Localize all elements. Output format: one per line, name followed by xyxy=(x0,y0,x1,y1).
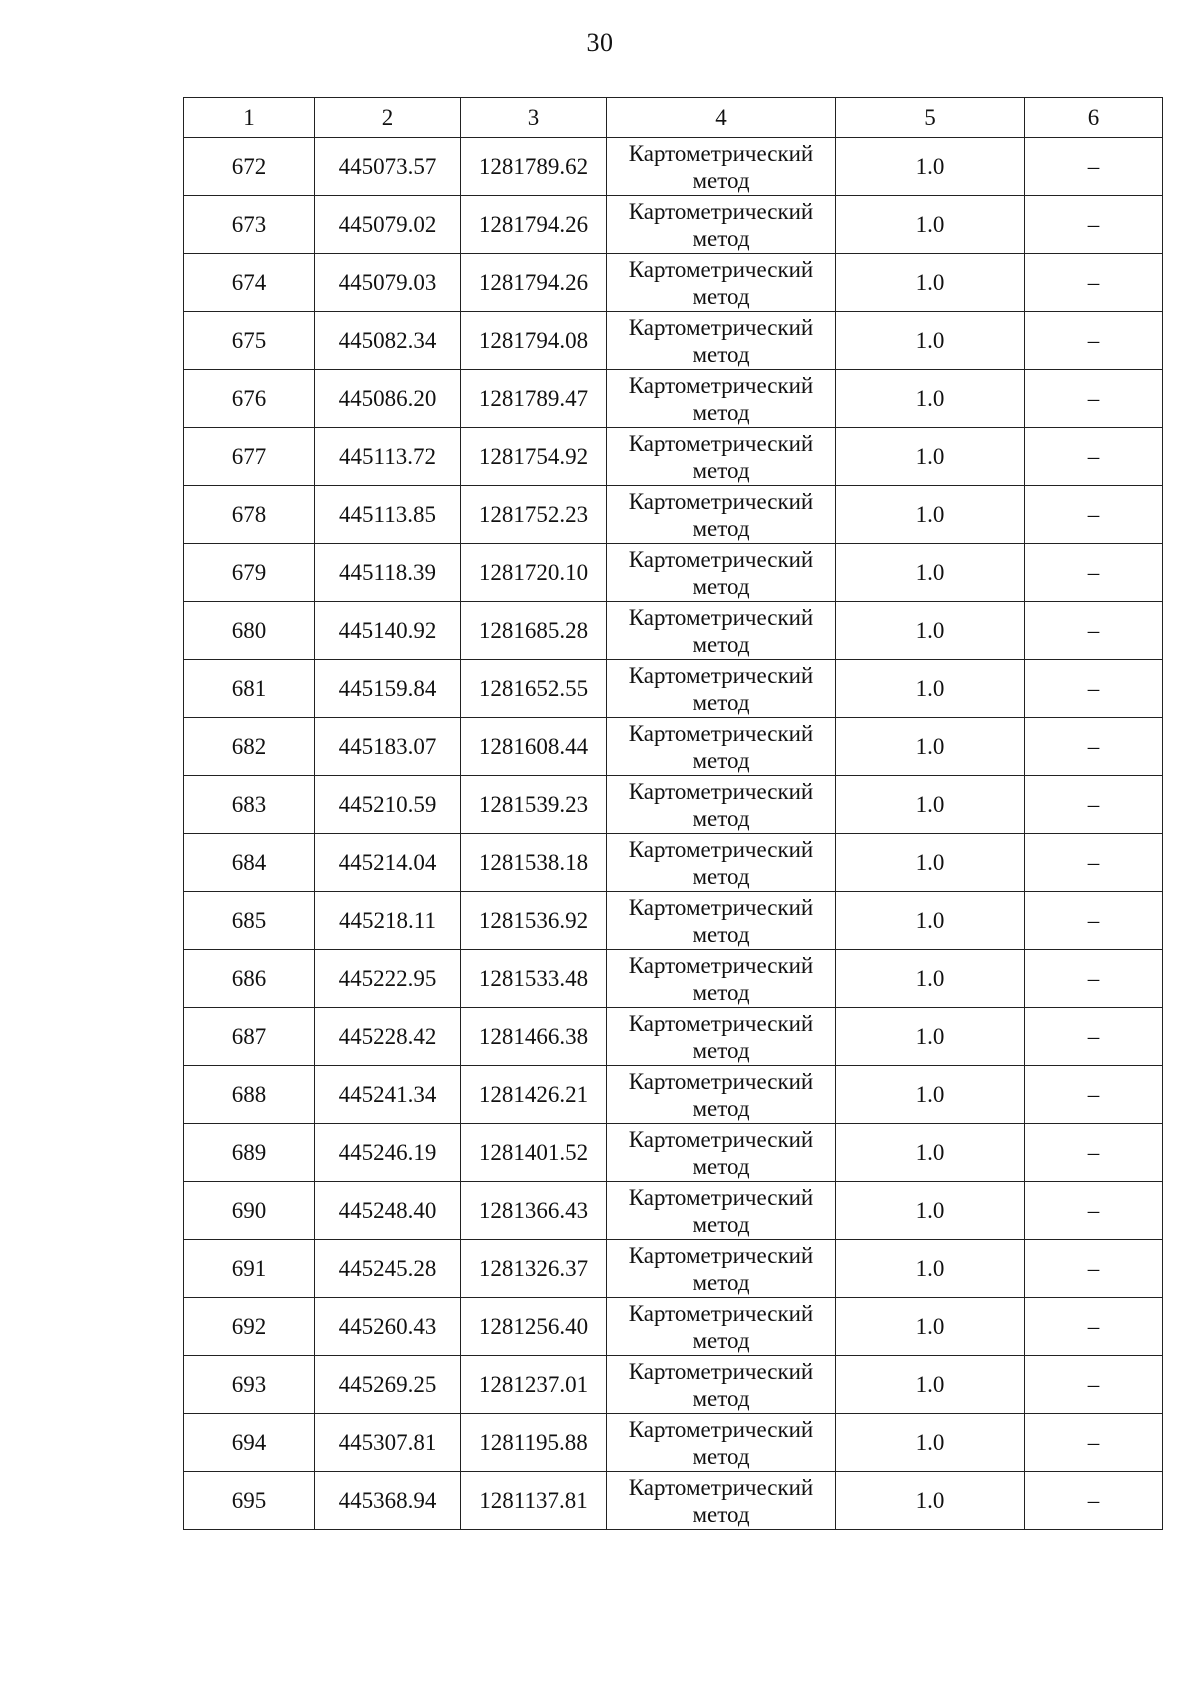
table-row xyxy=(184,1472,1163,1530)
method-line-1: Картометрический xyxy=(628,1300,814,1326)
accuracy-cell: 1.0 xyxy=(836,1124,1025,1182)
accuracy-cell: 1.0 xyxy=(836,428,1025,486)
accuracy-cell: 1.0 xyxy=(836,950,1025,1008)
note-cell: – xyxy=(1025,254,1163,312)
method-line-1: Картометрический xyxy=(628,720,814,746)
method-line-1: Картометрический xyxy=(628,488,814,514)
accuracy-cell: 1.0 xyxy=(836,254,1025,312)
x-coordinate-cell: 445246.19 xyxy=(315,1124,461,1182)
table-row xyxy=(184,1124,1163,1182)
method-cell xyxy=(607,1124,836,1182)
accuracy-cell: 1.0 xyxy=(836,1472,1025,1530)
accuracy-cell: 1.0 xyxy=(836,776,1025,834)
note-cell: – xyxy=(1025,1414,1163,1472)
y-coordinate-cell: 1281195.88 xyxy=(461,1414,607,1472)
accuracy-cell: 1.0 xyxy=(836,486,1025,544)
point-number-cell: 679 xyxy=(184,544,315,602)
method-line-1: Картометрический xyxy=(628,836,814,862)
table-row xyxy=(184,950,1163,1008)
point-number-cell: 685 xyxy=(184,892,315,950)
point-number-cell: 674 xyxy=(184,254,315,312)
method-cell xyxy=(607,892,836,950)
x-coordinate-cell: 445241.34 xyxy=(315,1066,461,1124)
note-cell: – xyxy=(1025,312,1163,370)
point-number-cell: 676 xyxy=(184,370,315,428)
x-coordinate-cell: 445214.04 xyxy=(315,834,461,892)
point-number-cell: 686 xyxy=(184,950,315,1008)
table-row xyxy=(184,370,1163,428)
note-cell: – xyxy=(1025,1240,1163,1298)
accuracy-cell: 1.0 xyxy=(836,544,1025,602)
x-coordinate-cell: 445245.28 xyxy=(315,1240,461,1298)
method-line-2: метод xyxy=(692,225,750,251)
method-line-2: метод xyxy=(692,1211,750,1237)
accuracy-cell: 1.0 xyxy=(836,196,1025,254)
y-coordinate-cell: 1281137.81 xyxy=(461,1472,607,1530)
method-line-2: метод xyxy=(692,747,750,773)
point-number-cell: 692 xyxy=(184,1298,315,1356)
note-cell: – xyxy=(1025,718,1163,776)
method-line-2: метод xyxy=(692,341,750,367)
note-cell: – xyxy=(1025,1182,1163,1240)
note-cell: – xyxy=(1025,138,1163,196)
table-row xyxy=(184,1414,1163,1472)
table-body xyxy=(184,98,1163,1530)
method-cell xyxy=(607,138,836,196)
point-number-cell: 695 xyxy=(184,1472,315,1530)
point-number-cell: 681 xyxy=(184,660,315,718)
point-number-cell: 694 xyxy=(184,1414,315,1472)
method-cell xyxy=(607,834,836,892)
y-coordinate-cell: 1281794.26 xyxy=(461,196,607,254)
y-coordinate-cell: 1281539.23 xyxy=(461,776,607,834)
method-line-1: Картометрический xyxy=(628,952,814,978)
accuracy-cell: 1.0 xyxy=(836,1414,1025,1472)
method-line-2: метод xyxy=(692,689,750,715)
x-coordinate-cell: 445218.11 xyxy=(315,892,461,950)
note-cell: – xyxy=(1025,950,1163,1008)
method-cell xyxy=(607,370,836,428)
point-number-cell: 684 xyxy=(184,834,315,892)
method-line-1: Картометрический xyxy=(628,1184,814,1210)
y-coordinate-cell: 1281608.44 xyxy=(461,718,607,776)
y-coordinate-cell: 1281533.48 xyxy=(461,950,607,1008)
x-coordinate-cell: 445082.34 xyxy=(315,312,461,370)
x-coordinate-cell: 445183.07 xyxy=(315,718,461,776)
table-header-row xyxy=(184,98,1163,138)
method-cell xyxy=(607,1240,836,1298)
method-line-2: метод xyxy=(692,283,750,309)
note-cell: – xyxy=(1025,1298,1163,1356)
accuracy-cell: 1.0 xyxy=(836,1356,1025,1414)
y-coordinate-cell: 1281789.47 xyxy=(461,370,607,428)
x-coordinate-cell: 445368.94 xyxy=(315,1472,461,1530)
method-line-2: метод xyxy=(692,1443,750,1469)
y-coordinate-cell: 1281401.52 xyxy=(461,1124,607,1182)
accuracy-cell: 1.0 xyxy=(836,1240,1025,1298)
y-coordinate-cell: 1281685.28 xyxy=(461,602,607,660)
x-coordinate-cell: 445079.03 xyxy=(315,254,461,312)
x-coordinate-cell: 445222.95 xyxy=(315,950,461,1008)
method-line-2: метод xyxy=(692,573,750,599)
table-row xyxy=(184,1182,1163,1240)
method-line-2: метод xyxy=(692,979,750,1005)
table-row xyxy=(184,1008,1163,1066)
method-line-1: Картометрический xyxy=(628,1068,814,1094)
point-number-cell: 687 xyxy=(184,1008,315,1066)
method-line-2: метод xyxy=(692,399,750,425)
x-coordinate-cell: 445248.40 xyxy=(315,1182,461,1240)
y-coordinate-cell: 1281237.01 xyxy=(461,1356,607,1414)
point-number-cell: 683 xyxy=(184,776,315,834)
note-cell: – xyxy=(1025,892,1163,950)
column-header: 2 xyxy=(315,98,461,138)
table-row xyxy=(184,486,1163,544)
y-coordinate-cell: 1281466.38 xyxy=(461,1008,607,1066)
note-cell: – xyxy=(1025,486,1163,544)
method-line-1: Картометрический xyxy=(628,314,814,340)
table-row xyxy=(184,718,1163,776)
method-line-1: Картометрический xyxy=(628,1358,814,1384)
table-row xyxy=(184,834,1163,892)
method-cell xyxy=(607,1066,836,1124)
table-row xyxy=(184,660,1163,718)
accuracy-cell: 1.0 xyxy=(836,312,1025,370)
point-number-cell: 690 xyxy=(184,1182,315,1240)
method-line-2: метод xyxy=(692,1153,750,1179)
accuracy-cell: 1.0 xyxy=(836,834,1025,892)
method-line-1: Картометрический xyxy=(628,1474,814,1500)
note-cell: – xyxy=(1025,834,1163,892)
method-line-1: Картометрический xyxy=(628,256,814,282)
point-number-cell: 672 xyxy=(184,138,315,196)
y-coordinate-cell: 1281794.08 xyxy=(461,312,607,370)
point-number-cell: 688 xyxy=(184,1066,315,1124)
y-coordinate-cell: 1281326.37 xyxy=(461,1240,607,1298)
table-row xyxy=(184,776,1163,834)
accuracy-cell: 1.0 xyxy=(836,1008,1025,1066)
y-coordinate-cell: 1281536.92 xyxy=(461,892,607,950)
x-coordinate-cell: 445260.43 xyxy=(315,1298,461,1356)
method-cell xyxy=(607,196,836,254)
note-cell: – xyxy=(1025,428,1163,486)
method-line-2: метод xyxy=(692,167,750,193)
method-line-1: Картометрический xyxy=(628,662,814,688)
method-line-1: Картометрический xyxy=(628,430,814,456)
method-cell xyxy=(607,254,836,312)
method-line-1: Картометрический xyxy=(628,1242,814,1268)
x-coordinate-cell: 445079.02 xyxy=(315,196,461,254)
y-coordinate-cell: 1281652.55 xyxy=(461,660,607,718)
method-line-2: метод xyxy=(692,805,750,831)
note-cell: – xyxy=(1025,1356,1163,1414)
column-header: 1 xyxy=(184,98,315,138)
method-cell xyxy=(607,1008,836,1066)
note-cell: – xyxy=(1025,602,1163,660)
point-number-cell: 675 xyxy=(184,312,315,370)
point-number-cell: 678 xyxy=(184,486,315,544)
note-cell: – xyxy=(1025,1124,1163,1182)
method-cell xyxy=(607,486,836,544)
note-cell: – xyxy=(1025,1472,1163,1530)
method-cell xyxy=(607,1298,836,1356)
y-coordinate-cell: 1281794.26 xyxy=(461,254,607,312)
point-number-cell: 677 xyxy=(184,428,315,486)
y-coordinate-cell: 1281538.18 xyxy=(461,834,607,892)
y-coordinate-cell: 1281426.21 xyxy=(461,1066,607,1124)
method-cell xyxy=(607,1414,836,1472)
accuracy-cell: 1.0 xyxy=(836,892,1025,950)
accuracy-cell: 1.0 xyxy=(836,1066,1025,1124)
method-cell xyxy=(607,602,836,660)
method-line-2: метод xyxy=(692,1501,750,1527)
column-header: 4 xyxy=(607,98,836,138)
x-coordinate-cell: 445228.42 xyxy=(315,1008,461,1066)
table-row xyxy=(184,254,1163,312)
table-row xyxy=(184,138,1163,196)
y-coordinate-cell: 1281366.43 xyxy=(461,1182,607,1240)
accuracy-cell: 1.0 xyxy=(836,370,1025,428)
point-number-cell: 689 xyxy=(184,1124,315,1182)
page-number: 30 xyxy=(586,28,614,57)
x-coordinate-cell: 445140.92 xyxy=(315,602,461,660)
note-cell: – xyxy=(1025,544,1163,602)
y-coordinate-cell: 1281754.92 xyxy=(461,428,607,486)
table-row xyxy=(184,312,1163,370)
method-cell xyxy=(607,428,836,486)
x-coordinate-cell: 445269.25 xyxy=(315,1356,461,1414)
method-line-2: метод xyxy=(692,1037,750,1063)
column-header: 3 xyxy=(461,98,607,138)
x-coordinate-cell: 445210.59 xyxy=(315,776,461,834)
method-line-1: Картометрический xyxy=(628,778,814,804)
x-coordinate-cell: 445159.84 xyxy=(315,660,461,718)
x-coordinate-cell: 445113.85 xyxy=(315,486,461,544)
method-cell xyxy=(607,312,836,370)
column-header: 6 xyxy=(1025,98,1163,138)
method-line-2: метод xyxy=(692,631,750,657)
method-line-1: Картометрический xyxy=(628,140,814,166)
method-line-1: Картометрический xyxy=(628,372,814,398)
method-line-2: метод xyxy=(692,1385,750,1411)
note-cell: – xyxy=(1025,1066,1163,1124)
method-line-2: метод xyxy=(692,1327,750,1353)
table-row xyxy=(184,1356,1163,1414)
method-cell xyxy=(607,776,836,834)
note-cell: – xyxy=(1025,660,1163,718)
x-coordinate-cell: 445307.81 xyxy=(315,1414,461,1472)
method-cell xyxy=(607,950,836,1008)
y-coordinate-cell: 1281789.62 xyxy=(461,138,607,196)
method-line-1: Картометрический xyxy=(628,1126,814,1152)
method-line-2: метод xyxy=(692,921,750,947)
table-row xyxy=(184,196,1163,254)
method-cell xyxy=(607,1356,836,1414)
table-row xyxy=(184,602,1163,660)
point-number-cell: 693 xyxy=(184,1356,315,1414)
table-row xyxy=(184,1298,1163,1356)
accuracy-cell: 1.0 xyxy=(836,138,1025,196)
accuracy-cell: 1.0 xyxy=(836,1298,1025,1356)
x-coordinate-cell: 445073.57 xyxy=(315,138,461,196)
method-line-1: Картометрический xyxy=(628,1416,814,1442)
table-row xyxy=(184,1240,1163,1298)
table-row xyxy=(184,544,1163,602)
note-cell: – xyxy=(1025,1008,1163,1066)
point-number-cell: 691 xyxy=(184,1240,315,1298)
accuracy-cell: 1.0 xyxy=(836,1182,1025,1240)
note-cell: – xyxy=(1025,776,1163,834)
x-coordinate-cell: 445118.39 xyxy=(315,544,461,602)
method-line-1: Картометрический xyxy=(628,894,814,920)
method-line-2: метод xyxy=(692,515,750,541)
method-cell xyxy=(607,718,836,776)
method-cell xyxy=(607,544,836,602)
table-row xyxy=(184,428,1163,486)
table-row xyxy=(184,1066,1163,1124)
method-line-2: метод xyxy=(692,863,750,889)
y-coordinate-cell: 1281256.40 xyxy=(461,1298,607,1356)
method-cell xyxy=(607,1472,836,1530)
y-coordinate-cell: 1281752.23 xyxy=(461,486,607,544)
method-cell xyxy=(607,660,836,718)
method-cell xyxy=(607,1182,836,1240)
method-line-2: метод xyxy=(692,1269,750,1295)
note-cell: – xyxy=(1025,196,1163,254)
method-line-2: метод xyxy=(692,457,750,483)
point-number-cell: 680 xyxy=(184,602,315,660)
point-number-cell: 682 xyxy=(184,718,315,776)
table-row xyxy=(184,892,1163,950)
accuracy-cell: 1.0 xyxy=(836,718,1025,776)
accuracy-cell: 1.0 xyxy=(836,602,1025,660)
coordinates-table xyxy=(183,97,1163,1530)
method-line-1: Картометрический xyxy=(628,604,814,630)
y-coordinate-cell: 1281720.10 xyxy=(461,544,607,602)
method-line-2: метод xyxy=(692,1095,750,1121)
method-line-1: Картометрический xyxy=(628,198,814,224)
point-number-cell: 673 xyxy=(184,196,315,254)
method-line-1: Картометрический xyxy=(628,546,814,572)
x-coordinate-cell: 445086.20 xyxy=(315,370,461,428)
method-line-1: Картометрический xyxy=(628,1010,814,1036)
x-coordinate-cell: 445113.72 xyxy=(315,428,461,486)
column-header: 5 xyxy=(836,98,1025,138)
note-cell: – xyxy=(1025,370,1163,428)
accuracy-cell: 1.0 xyxy=(836,660,1025,718)
